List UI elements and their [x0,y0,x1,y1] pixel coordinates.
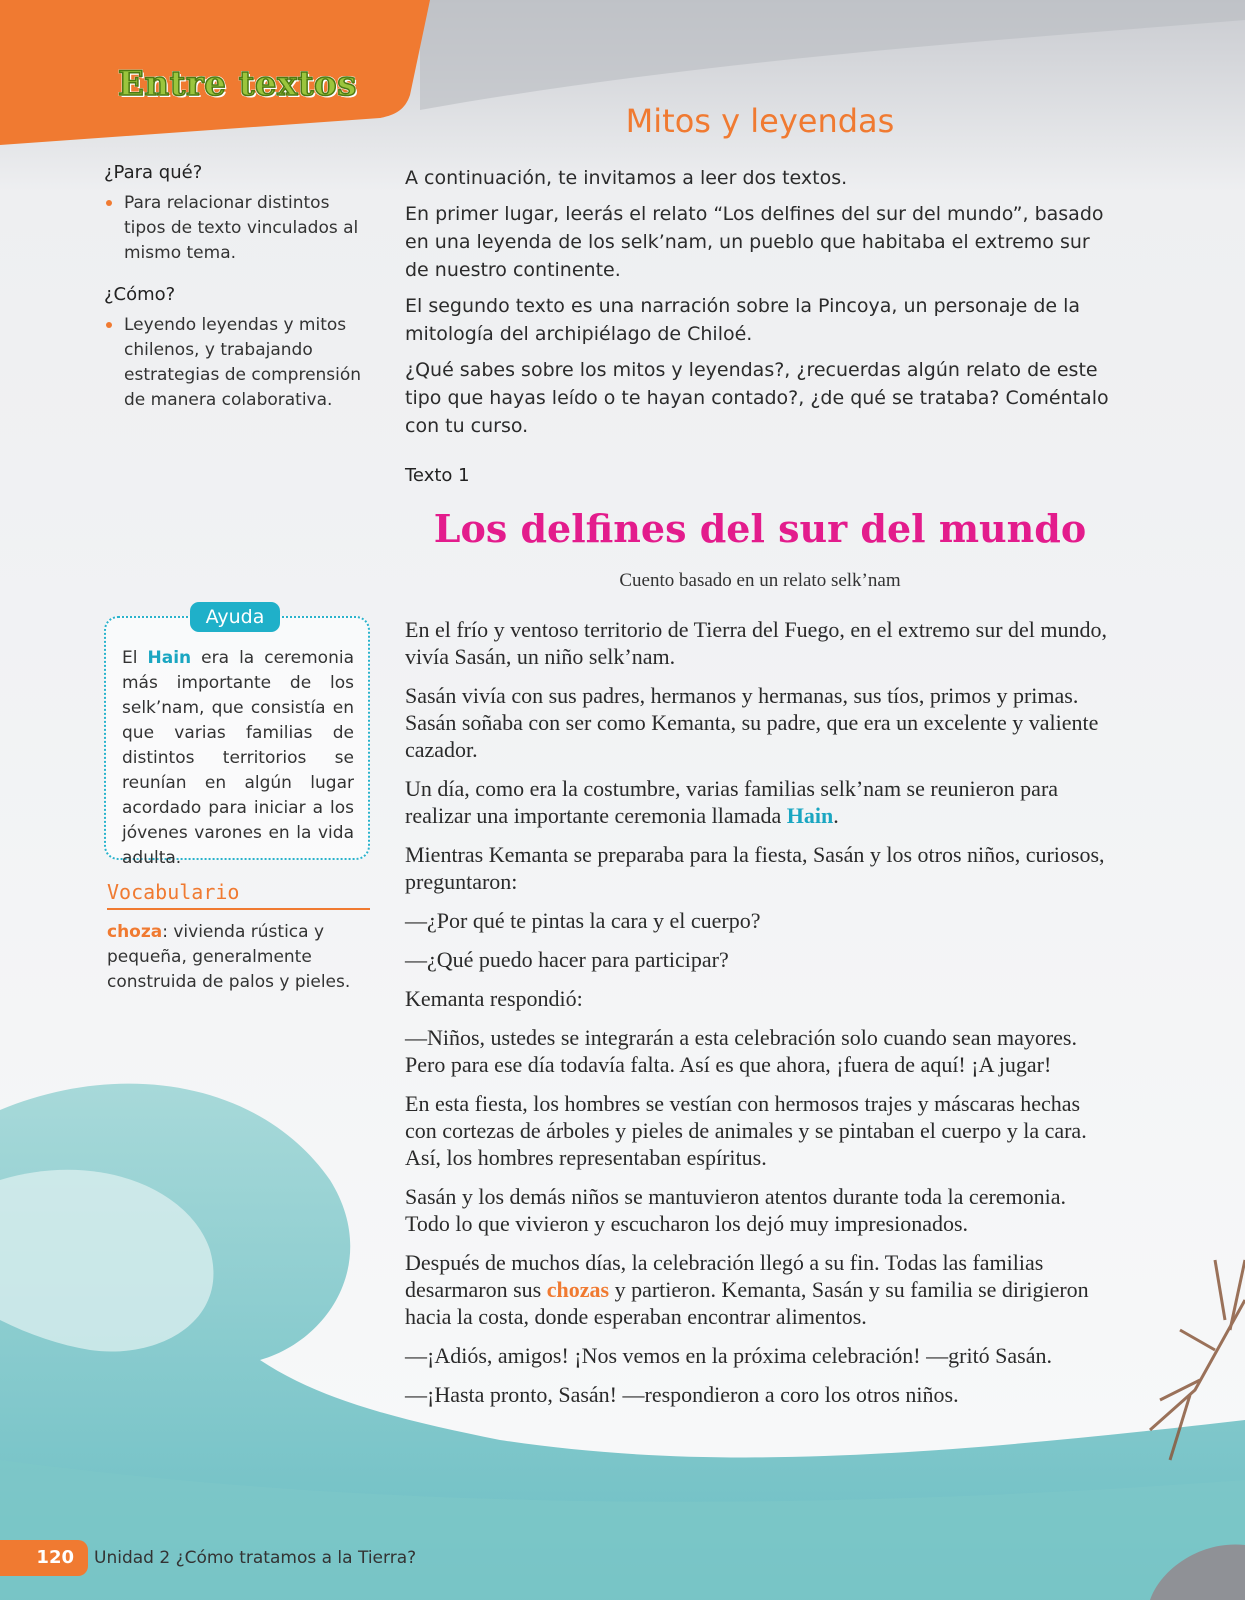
story-paragraph: —Niños, ustedes se integrarán a esta celebración solo cuando sean mayores. Pero para ese día todavía falta. Así es que ahora, ¡fuera de aquí! ¡A jugar! [405,1025,1077,1077]
intro-paragraph: ¿Qué sabes sobre los mitos y leyendas?, ¿recuerdas algún relato de este tipo que hayas leído o te hayan contado?, ¿de qué se trataba? Coméntalo con tu curso. [405,359,1109,437]
vocabulary-heading: Vocabulario [107,880,370,910]
intro-paragraph: El segundo texto es una narración sobre la Pincoya, un personaje de la mitología del archipiélago de Chiloé. [405,295,1081,345]
list-item: Para relacionar distintos tipos de texto vinculados al mismo tema. [104,191,374,266]
objectives-panel [104,162,374,431]
vocabulary-term: choza [107,922,163,942]
help-text [122,646,354,871]
section-title: Entre textos [118,64,357,104]
intro-paragraph: A continuación, te invitamos a leer dos textos. [405,167,848,189]
story-paragraph: Kemanta respondió: [405,986,583,1011]
story-paragraph: —¿Qué puedo hacer para participar? [405,947,729,972]
text-number-label: Texto 1 [405,465,470,486]
list-item: Leyendo leyendas y mitos chilenos, y trabajando estrategias de comprensión de manera colaborativa. [104,313,374,413]
help-text-start: El [122,648,148,668]
story-keyword-chozas: chozas [546,1277,610,1302]
story-subtitle: Cuento basado en un relato selk’nam [619,570,901,591]
story-paragraph: Sasán vivía con sus padres, hermanos y hermanas, sus tíos, primos y primas. Sasán soñaba con ser como Kemanta, su padre, que era un excelente y valiente cazador. [405,683,1099,762]
story-keyword-hain: Hain [786,803,834,828]
story-text: . [833,803,839,828]
unit-label: Unidad 2 ¿Cómo tratamos a la Tierra? [94,1548,417,1568]
story-paragraph: En esta fiesta, los hombres se vestían con hermosos trajes y máscaras hechas con cortezas de árboles y pieles de animales y se pintaban el cuerpo y la cara. Así, los hombres representaban espíritus. [405,1091,1087,1170]
vocabulary-entry [107,920,367,995]
help-keyword: Hain [147,648,192,668]
story-paragraph [405,1249,1110,1330]
page-title: Mitos y leyendas [625,102,895,140]
intro-text [405,164,1115,448]
story-paragraph: —¿Por qué te pintas la cara y el cuerpo? [405,908,761,933]
objective-question-method: ¿Cómo? [104,284,176,305]
story-title: Los delfines del sur del mundo [433,506,1087,551]
intro-paragraph: En primer lugar, leerás el relato “Los delfines del sur del mundo”, basado en una leyenda de los selk’nam, un pueblo que habitaba el extremo sur de nuestro continente. [405,203,1104,281]
objective-question-purpose: ¿Para qué? [104,162,203,183]
story-paragraph: En el frío y ventoso territorio de Tierra del Fuego, en el extremo sur del mundo, vivía Sasán, un niño selk’nam. [405,617,1108,669]
story-paragraph: Mientras Kemanta se preparaba para la fiesta, Sasán y los otros niños, curiosos, preguntaron: [405,842,1105,894]
story-paragraph: Sasán y los demás niños se mantuvieron atentos durante toda la ceremonia. Todo lo que vivieron y escucharon los dejó muy impresionados. [405,1184,1067,1236]
story-paragraph: —¡Adiós, amigos! ¡Nos vemos en la próxima celebración! —gritó Sasán. [405,1343,1053,1368]
purpose-list [104,191,374,266]
method-list [104,313,374,413]
story-text: Después de muchos días, la celebración llegó a su fin. Todas las familias desarmaron sus [405,1250,1044,1302]
story-paragraph: —¡Hasta pronto, Sasán! —respondieron a coro los otros niños. [405,1382,959,1407]
story-text: Un día, como era la costumbre, varias familias selk’nam se reunieron para realizar una importante ceremonia llamada [405,776,1059,828]
story-text: y partieron. Kemanta, Sasán y su familia se dirigieron hacia la costa, donde esperaban encontrar alimentos. [405,1277,1089,1329]
story-paragraph [405,775,1110,829]
page-number: 120 [0,1540,88,1576]
vocabulary-definition: : vivienda rústica y pequeña, generalmente construida de palos y pieles. [107,922,351,992]
story-body [405,616,1110,1420]
help-badge: Ayuda [190,602,280,632]
help-text-end: era la ceremonia más importante de los selk’nam, que consistía en que varias familias de distintos territorios se reunían en algún lugar acordado para iniciar a los jóvenes varones en la vida adulta. [122,648,354,868]
